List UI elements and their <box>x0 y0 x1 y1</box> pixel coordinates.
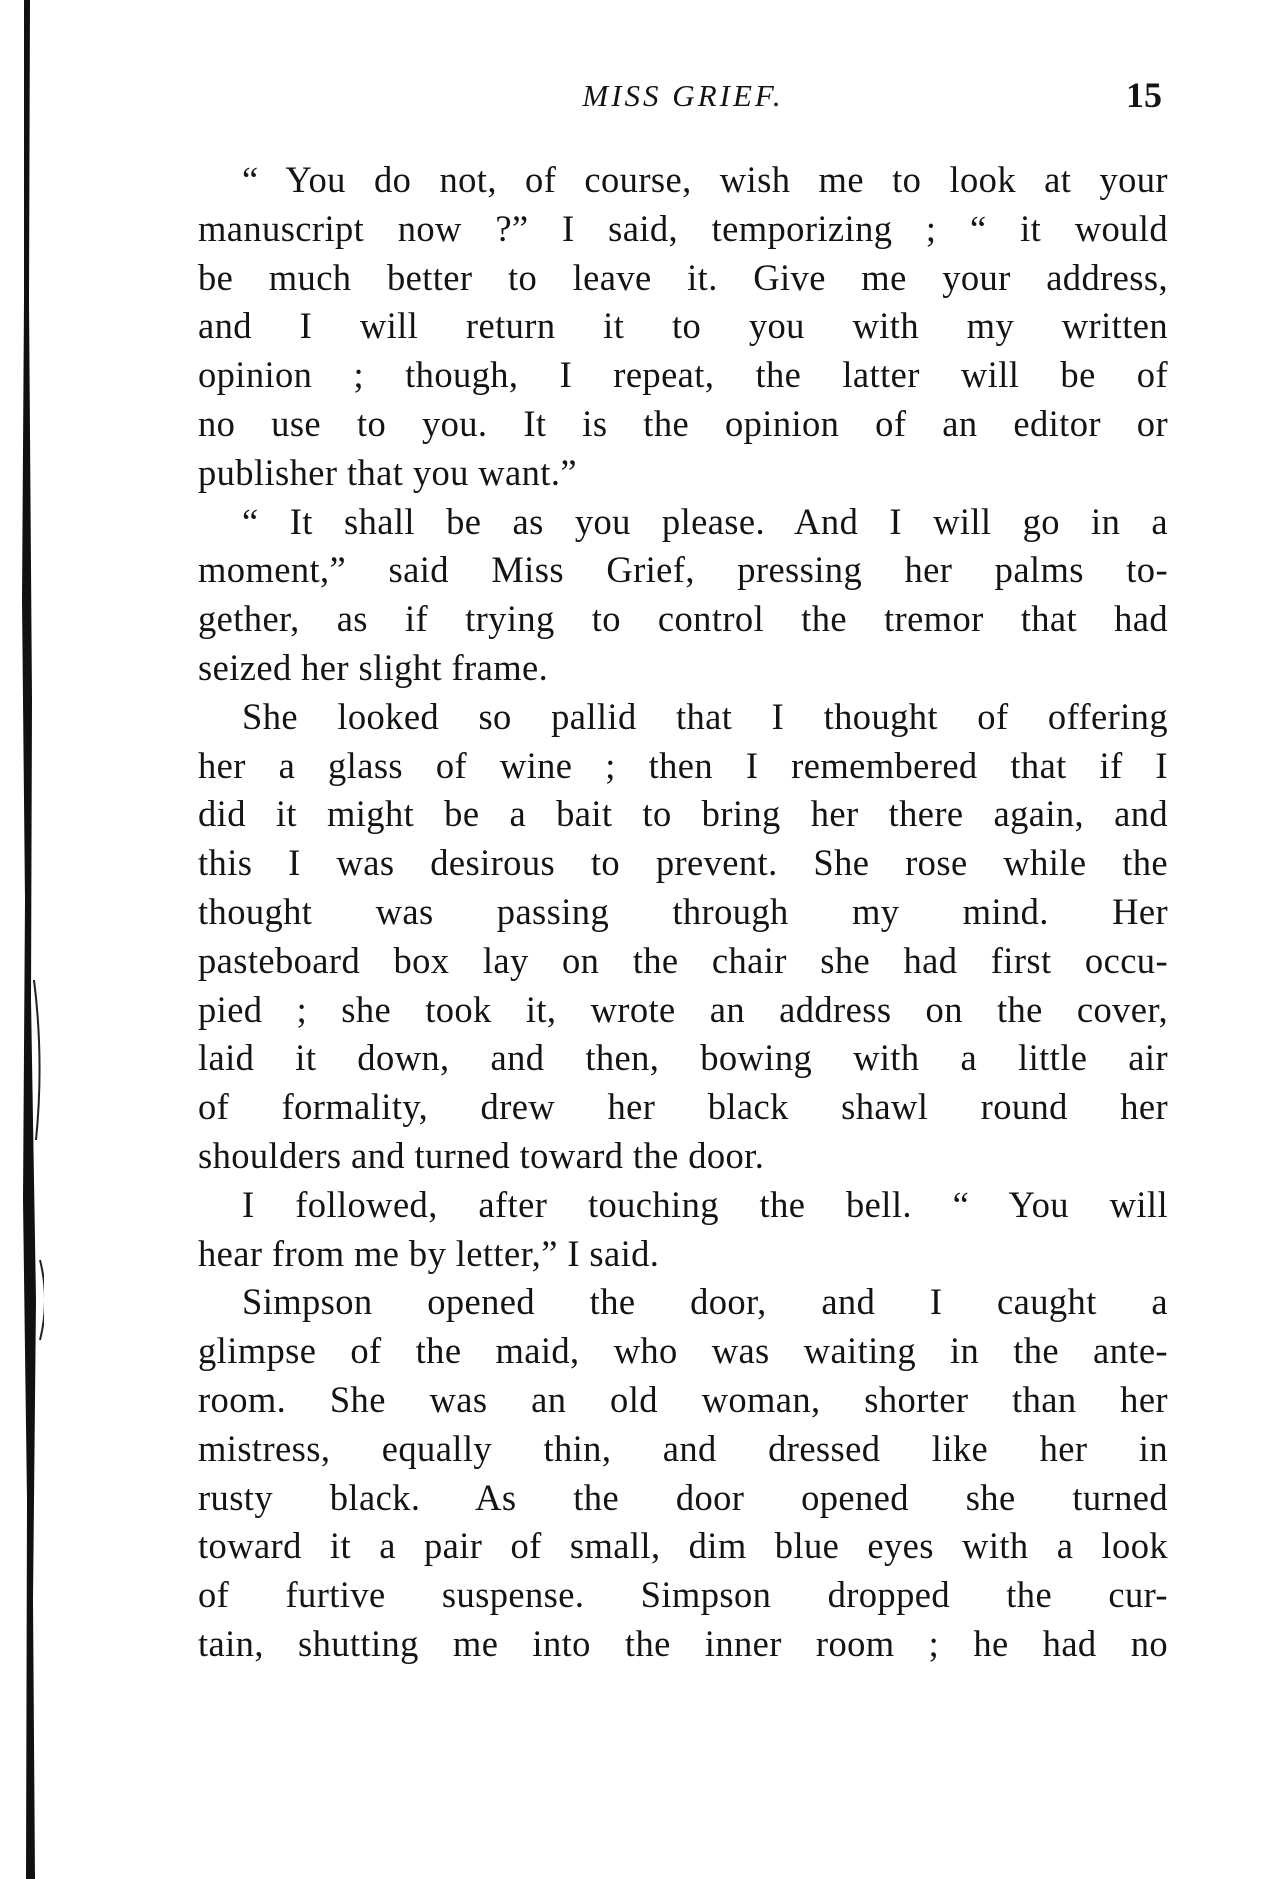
text-line: “ You do not, of course, wish me to look at your <box>242 159 1168 200</box>
text-line: did it might be a bait to bring her there again, and <box>198 793 1168 835</box>
text-line: hear from me by letter,” I said. <box>198 1232 660 1274</box>
text-line: glimpse of the maid, who was waiting in the ante- <box>198 1330 1168 1372</box>
page-header <box>198 75 1168 128</box>
text-line: this I was desirous to prevent. She rose while the <box>198 842 1168 884</box>
text-line: mistress, equally thin, and dressed like her in <box>198 1427 1168 1469</box>
text-line: of furtive suspense. Simpson dropped the cur- <box>198 1574 1168 1616</box>
text-line: be much better to leave it. Give me your address, <box>198 256 1168 298</box>
page-number: 15 <box>1126 75 1162 115</box>
book-spine-edge <box>14 0 44 1879</box>
text-line: thought was passing through my mind. Her <box>198 890 1168 932</box>
text-line: pied ; she took it, wrote an address on the cover, <box>198 988 1168 1030</box>
text-line: her a glass of wine ; then I remembered that if I <box>198 744 1168 786</box>
text-line: gether, as if trying to control the tremor that had <box>198 598 1168 640</box>
text-line: tain, shutting me into the inner room ; he had no <box>198 1622 1168 1664</box>
text-line: manuscript now ?” I said, temporizing ; “ it would <box>198 207 1168 249</box>
text-line: laid it down, and then, bowing with a little air <box>198 1037 1168 1079</box>
text-line: She looked so pallid that I thought of offering <box>242 695 1168 737</box>
text-line: I followed, after touching the bell. “ You will <box>242 1183 1168 1225</box>
text-line: no use to you. It is the opinion of an editor or <box>198 402 1168 444</box>
text-line: pasteboard box lay on the chair she had first occu- <box>198 939 1168 981</box>
text-line: moment,” said Miss Grief, pressing her palms to- <box>198 549 1168 591</box>
text-line: Simpson opened the door, and I caught a <box>242 1281 1168 1323</box>
text-line: seized her slight frame. <box>198 646 549 688</box>
text-line: shoulders and turned toward the door. <box>198 1134 765 1176</box>
text-line: publisher that you want.” <box>198 451 577 493</box>
text-line: opinion ; though, I repeat, the latter will be of <box>198 354 1168 396</box>
text-line: room. She was an old woman, shorter than her <box>198 1378 1168 1420</box>
text-line: toward it a pair of small, dim blue eyes with a look <box>198 1525 1168 1567</box>
running-title: MISS GRIEF. <box>582 78 784 113</box>
text-line: “ It shall be as you please. And I will go in a <box>242 500 1168 542</box>
body-text <box>198 156 1168 1669</box>
text-line: rusty black. As the door opened she turned <box>198 1476 1168 1518</box>
text-line: of formality, drew her black shawl round her <box>198 1086 1168 1128</box>
text-line: and I will return it to you with my written <box>198 305 1168 347</box>
